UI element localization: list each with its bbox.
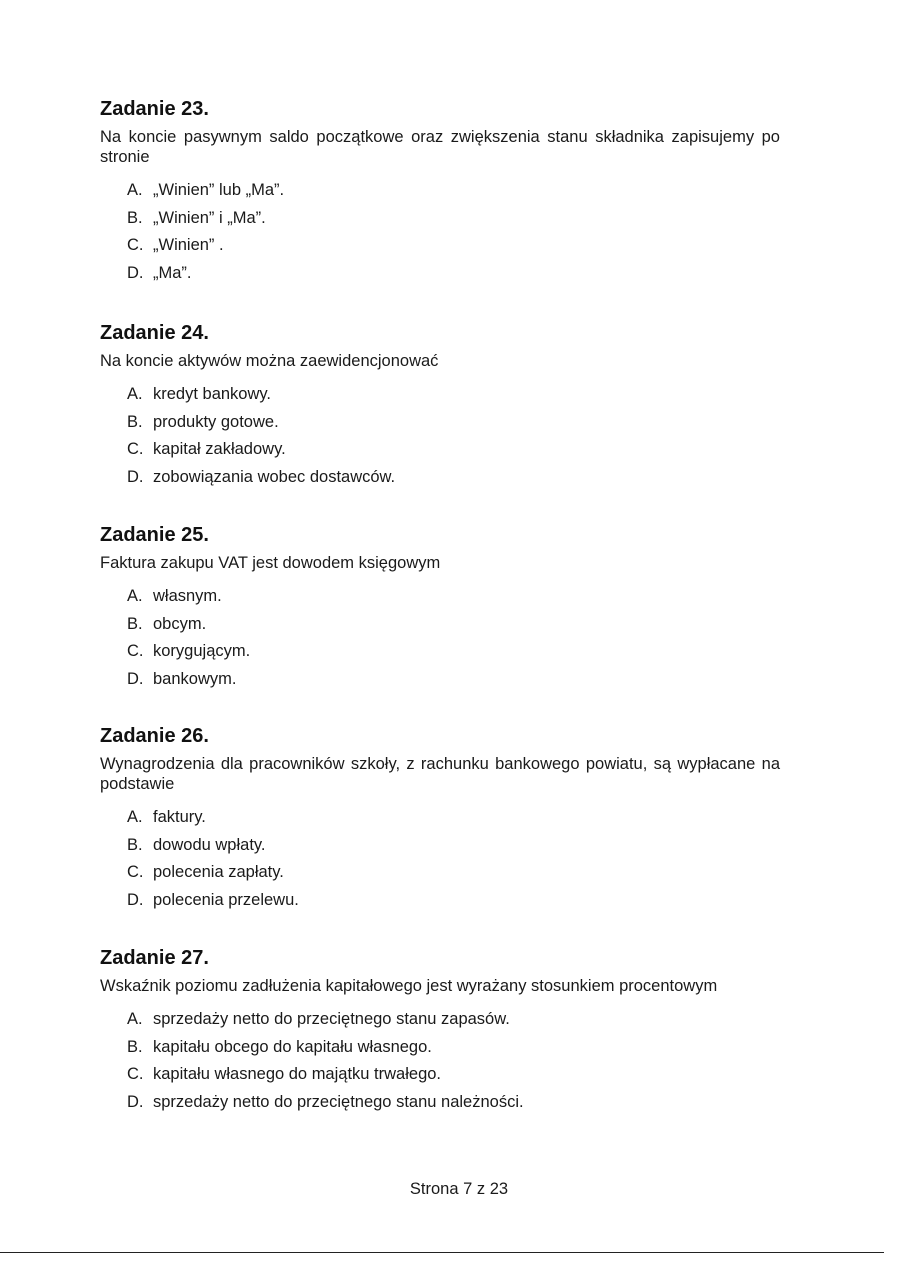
option-text: polecenia zapłaty. [153,863,284,881]
option-text: polecenia przelewu. [153,890,299,909]
answer-option-b [100,832,780,860]
answer-options [100,381,780,491]
answer-option-c [100,436,780,464]
task-24 [100,321,780,491]
answer-option-c [100,638,780,666]
option-text: bankowym. [153,669,237,688]
answer-option-d [100,464,780,492]
task-23 [100,97,780,287]
task-26 [100,724,780,914]
option-text: kapitał zakładowy. [153,440,286,458]
option-letter: D. [127,263,144,282]
answer-option-a [100,583,780,611]
task-question: Na koncie pasywnym saldo początkowe oraz zwiększenia stanu składnika zapisujemy po stronie [100,128,780,166]
option-letter: B. [127,835,143,854]
option-text: sprzedaży netto do przeciętnego stanu zapasów. [153,1010,510,1028]
option-letter: A. [127,808,143,826]
option-letter: D. [127,467,144,486]
option-letter: C. [127,863,144,881]
bottom-divider [0,1252,884,1253]
answer-option-c [100,859,780,887]
option-letter: C. [127,1065,144,1083]
task-25 [100,523,780,693]
option-letter: B. [127,614,143,633]
option-letter: A. [127,385,143,403]
answer-option-a [100,177,780,205]
option-text: kredyt bankowy. [153,385,271,403]
option-letter: C. [127,440,144,458]
option-text: „Ma”. [153,263,192,282]
answer-option-d [100,666,780,694]
answer-options [100,177,780,287]
option-text: kapitału obcego do kapitału własnego. [153,1037,432,1056]
answer-option-b [100,611,780,639]
option-letter: D. [127,669,144,688]
option-letter: B. [127,412,143,431]
task-title: Zadanie 25. [100,524,209,546]
option-text: własnym. [153,587,222,605]
option-text: faktury. [153,808,206,826]
option-text: korygującym. [153,642,251,660]
option-text: produkty gotowe. [153,412,279,431]
answer-option-d [100,887,780,915]
answer-options [100,583,780,693]
option-letter: C. [127,642,144,660]
answer-option-d [100,260,780,288]
option-text: dowodu wpłaty. [153,835,266,854]
option-text: zobowiązania wobec dostawców. [153,467,396,486]
task-question: Na koncie aktywów można zaewidencjonować [100,352,439,370]
answer-options [100,1006,780,1116]
option-text: „Winien” lub „Ma”. [153,181,285,199]
option-text: „Winien” . [153,236,224,254]
option-letter: A. [127,181,143,199]
option-letter: A. [127,587,143,605]
answer-option-c [100,1061,780,1089]
task-title: Zadanie 27. [100,947,209,969]
page-number: Strona 7 z 23 [409,1180,509,1198]
option-letter: B. [127,1037,143,1056]
answer-option-a [100,1006,780,1034]
option-letter: B. [127,208,143,227]
task-27 [100,946,780,1116]
option-letter: C. [127,236,144,254]
option-letter: D. [127,1092,144,1111]
answer-option-b [100,205,780,233]
task-question: Faktura zakupu VAT jest dowodem księgowym [100,554,441,572]
option-text: kapitału własnego do majątku trwałego. [153,1065,442,1083]
answer-option-a [100,804,780,832]
answer-option-a [100,381,780,409]
answer-option-c [100,232,780,260]
answer-options [100,804,780,914]
task-title: Zadanie 23. [100,98,209,120]
answer-option-b [100,1034,780,1062]
task-question: Wskaźnik poziomu zadłużenia kapitałowego jest wyrażany stosunkiem procentowym [100,977,718,995]
task-title: Zadanie 24. [100,322,209,344]
option-letter: A. [127,1010,143,1028]
task-title: Zadanie 26. [100,725,209,747]
option-letter: D. [127,890,144,909]
answer-option-b [100,409,780,437]
option-text: „Winien” i „Ma”. [153,208,266,227]
option-text: obcym. [153,614,207,633]
answer-option-d [100,1089,780,1117]
task-question: Wynagrodzenia dla pracowników szkoły, z rachunku bankowego powiatu, są wypłacane na podstawie [100,755,780,793]
option-text: sprzedaży netto do przeciętnego stanu należności. [153,1092,524,1111]
